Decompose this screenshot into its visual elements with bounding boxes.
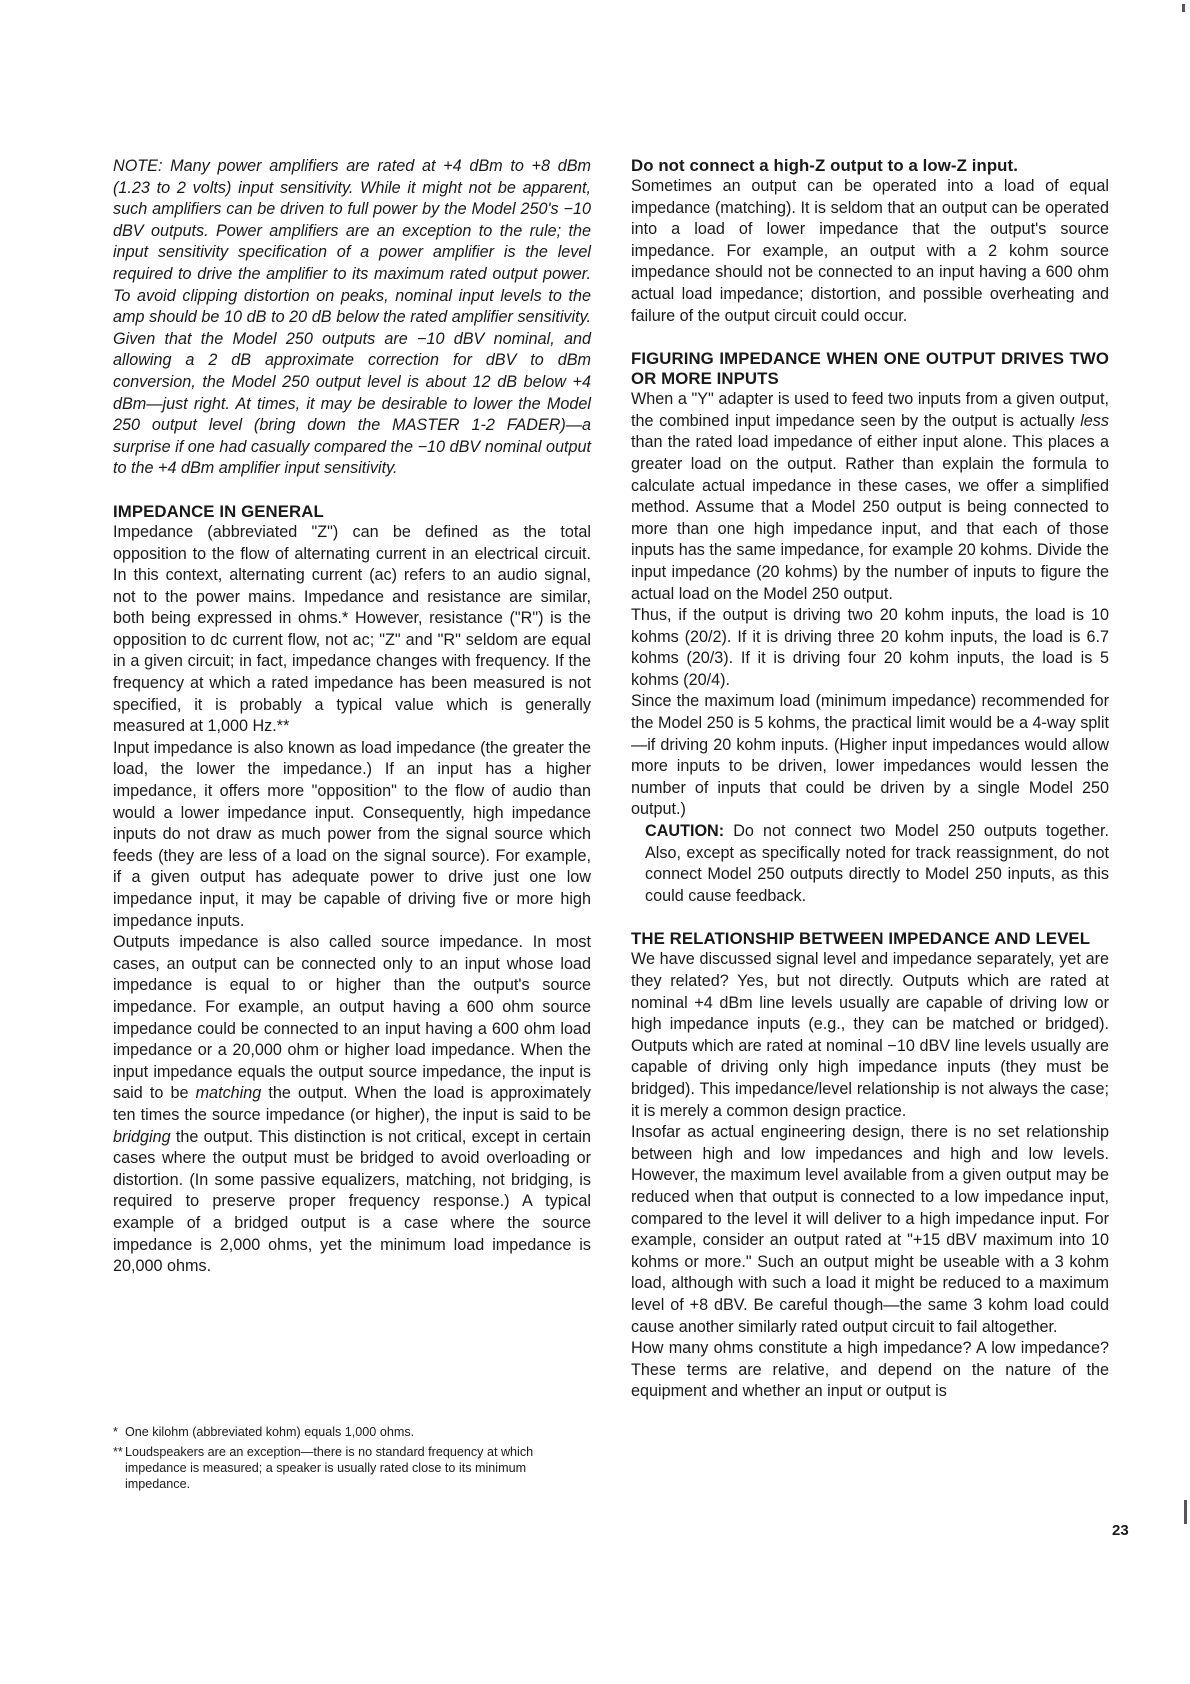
emphasis-matching: matching [195,1084,262,1103]
emphasis-bridging: bridging [113,1127,171,1146]
note-paragraph: NOTE: Many power amplifiers are rated at +4 dBm to +8 dBm (1.23 to 2 volts) input sensitivity. While it might not be apparent, such amplifiers can be driven to full power by the Model 250's −10 dBV outputs. Power amplifiers are an exception to the rule; the input sensitivity specification of a power amplifier is the level required to drive the amplifier to its maximum rated output power. To avoid clipping distortion on peaks, nominal input levels to the amp should be 10 dB to 20 dB below the rated amplifier sensitivity. Given that the Model 250 outputs are −10 dBV nominal, and allowing a 2 dB approximate correction for dBV to dBm conversion, the Model 250 output level is about 12 dB below +4 dBm—just right. At times, it may be desirable to lower the Model 250 output level (bring down the MASTER 1-2 FADER)—a surprise if one had casually compared the −10 dBV nominal output to the +4 dBm amplifier input sensitivity. [113,157,591,478]
paragraph-load-examples: Thus, if the output is driving two 20 kohm inputs, the load is 10 kohms (20/2). If it is driving three 20 kohm inputs, the load is 6.7 kohms (20/3). If it is driving four 20 kohm inputs, the load is 5 kohms (20/4). [631,606,1109,689]
text-run: When a "Y" adapter is used to feed two inputs from a given output, the combined input impedance seen by the output is actually [631,390,1109,430]
paragraph-input-impedance: Input impedance is also known as load impedance (the greater the load, the lower the impedance.) If an input has a higher impedance, it offers more "opposition" to the flow of audio than would a lower impedance input. Consequently, high impedance inputs do not draw as much power from the signal source which feeds (they are less of a load on the signal source). For example, if a given output has adequate power to drive just one low impedance input, it may be capable of driving five or more high impedance inputs. [113,738,591,930]
text-run: than the rated load impedance of either input alone. This places a greater load on the output. Rather than explain the formula to calculate actual impedance in these cases, we offer a simplified method. Assume that a Model 250 output is being connected to more than one high impedance input, and that each of those inputs has the same impedance, for example 20 kohms. Divide the input impedance (20 kohms) by the number of inputs to figure the actual load on the Model 250 output. [631,433,1109,603]
paragraph-level-relationship: We have discussed signal level and impedance separately, yet are they related? Yes, but not directly. Outputs which are rated at nominal +4 dBm line levels usually are capable of driving low or high impedance inputs (e.g., they can be matched or bridged). Outputs which are rated at nominal −10 dBV line levels usually are capable of driving only high impedance inputs (they must be bridged). This impedance/level relationship is not always the case; it is merely a common design practice. [631,950,1109,1120]
footnote-mark: ** [113,1445,123,1459]
footnote-mark: * [113,1425,118,1439]
caution-paragraph [631,821,1109,907]
footnote-text: One kilohm (abbreviated kohm) equals 1,000 ohms. [125,1425,415,1439]
emphasis-less: less [1080,411,1109,430]
text-run: Outputs impedance is also called source impedance. In most cases, an output can be connected only to an input whose load impedance is equal to or higher than the output's source impedance. For example, an output having a 600 ohm source impedance could be connected to an input having a 600 ohm load impedance or a 20,000 ohm or higher load impedance. When the input impedance equals the output source impedance, the input is said to be [113,933,591,1103]
scan-mark [1182,4,1185,12]
heading-high-z-warning: Do not connect a high-Z output to a low-Z input. [631,156,1018,175]
text-run: the output. When the load is approximately ten times the source impedance (or higher), the input is said to be [113,1084,591,1124]
scan-mark [1184,1500,1187,1524]
footnotes [113,1424,591,1492]
paragraph-output-impedance [113,932,591,1278]
paragraph-engineering-design: Insofar as actual engineering design, there is no set relationship between high and low impedances and high and low levels. However, the maximum level available from a given output may be reduced when that output is connected to a low impedance input, compared to the level it will deliver to a high impedance input. For example, consider an output rated at "+15 dBV maximum into 10 kohms or more." Such an output might be useable with a 3 kohm load, although with such a load it might be reduced to a maximum level of +8 dBV. Be careful though—the same 3 kohm load could cause another similarly rated output circuit to fail altogether. [631,1123,1109,1336]
paragraph-y-adapter [631,389,1109,605]
paragraph-impedance-definition: Impedance (abbreviated "Z") can be defined as the total opposition to the flow of alternating current in an electrical circuit. In this context, alternating current (ac) refers to an audio signal, not to the power mains. Impedance and resistance are similar, both being expressed in ohms.* However, resistance ("R") is the opposition to dc current flow, not ac; "Z" and "R" seldom are equal in a given circuit; in fact, impedance changes with frequency. If the frequency at which a rated impedance has been measured is not specified, it is probably a typical value which is generally measured at 1,000 Hz.** [113,522,591,736]
left-column [113,156,591,1278]
text-run: the output. This distinction is not critical, except in certain cases where the output must be bridged to avoid overloading or distortion. (In some passive equalizers, matching, not bridging, is required to preserve proper frequency response.) A typical example of a bridged output is a case where the source impedance is 2,000 ohms, yet the minimum load impedance is 20,000 ohms. [113,1127,591,1276]
heading-impedance-in-general: IMPEDANCE IN GENERAL [113,501,324,521]
heading-relationship: THE RELATIONSHIP BETWEEN IMPEDANCE AND LEVEL [631,929,1091,949]
footnote [113,1444,591,1492]
heading-figuring-impedance: FIGURING IMPEDANCE WHEN ONE OUTPUT DRIVES TWO OR MORE INPUTS [631,349,1109,389]
paragraph-high-z: Sometimes an output can be operated into a load of equal impedance (matching). It is seldom that an output can be operated into a load of lower impedance that the output's source impedance. For example, an output with a 2 kohm source impedance should not be connected to an input having a 600 ohm actual load impedance; distortion, and possible overheating and failure of the output circuit could occur. [631,177,1109,325]
right-column [631,156,1109,1403]
caution-label: CAUTION: [645,822,725,841]
page-number: 23 [1112,1522,1129,1539]
caution-text: Do not connect two Model 250 outputs together. Also, except as specifically noted for track reassignment, do not connect Model 250 outputs directly to Model 250 inputs, as this could cause feedback. [645,822,1109,905]
paragraph-practical-limit: Since the maximum load (minimum impedance) recommended for the Model 250 is 5 kohms, the practical limit would be a 4-way split—if driving 20 kohm inputs. (Higher input impedances would allow more inputs to be driven, lower impedances would lessen the number of inputs that could be driven by a single Model 250 output.) [631,692,1109,819]
footnote [113,1424,591,1440]
footnote-text: Loudspeakers are an exception—there is no standard frequency at which impedance is measured; a speaker is usually rated close to its minimum impedance. [125,1445,534,1491]
paragraph-how-many-ohms: How many ohms constitute a high impedance? A low impedance? These terms are relative, and depend on the nature of the equipment and whether an input or output is [631,1339,1109,1401]
